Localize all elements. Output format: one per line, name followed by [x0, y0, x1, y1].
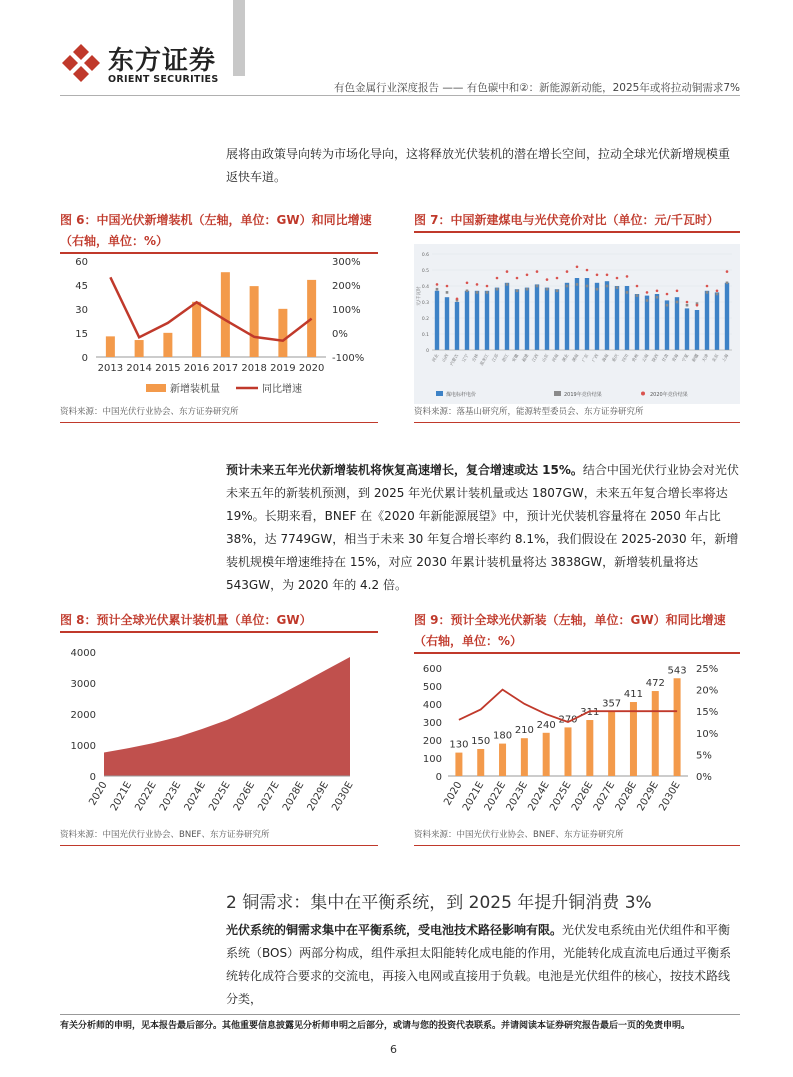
fig7-bid-2019-marker: [556, 290, 559, 293]
fig6-x-label: 2016: [183, 363, 210, 374]
fig7-bid-2020-marker: [566, 270, 569, 273]
fig7-bar: [655, 294, 659, 350]
fig6-bar: [250, 286, 259, 357]
fig9-x-label: 2022E: [482, 780, 509, 814]
fig9-data-label: 411: [623, 689, 644, 701]
fig7-bar: [455, 302, 459, 350]
fig6-x-label: 2017: [212, 363, 239, 374]
fig9-left-tick: 300: [422, 718, 442, 729]
fig7-bar: [625, 286, 629, 350]
fig7-bar: [555, 289, 559, 350]
fig7-legend-swatch-2: [554, 391, 561, 396]
fig9-left-tick: 400: [422, 700, 442, 711]
fig7-bar: [635, 294, 639, 350]
fig7-bid-2020-marker: [506, 270, 509, 273]
fig8-x-label: 2026E: [231, 780, 258, 814]
fig7-bar: [515, 289, 519, 350]
fig7-bar: [685, 308, 689, 350]
fig7-bar: [545, 288, 549, 350]
fig7-x-label: 宁夏: [680, 353, 690, 363]
fig7-x-label: 吉林: [470, 353, 480, 363]
fig9-bar: [674, 678, 681, 776]
fig9-left-tick: 600: [422, 664, 442, 675]
fig9-x-label: 2028E: [613, 780, 640, 814]
fig9-right-tick: 20%: [696, 685, 719, 697]
fig7-x-label: 陕西: [650, 353, 660, 363]
fig9-x-label: 2025E: [548, 780, 574, 814]
fig7-bar: [525, 288, 529, 350]
fig7-x-label: 河南: [550, 353, 560, 363]
fig7-bid-2020-marker: [676, 290, 679, 293]
fig7-bid-2020-marker: [666, 293, 669, 296]
fig7-y-tick: 0.2: [421, 317, 429, 322]
fig9-data-label: 180: [492, 730, 513, 742]
fig7-bid-2020-marker: [516, 277, 519, 280]
fig7-y-tick: 0.1: [421, 333, 429, 338]
fig7-legend-label: 2019年竞价结果: [564, 392, 602, 398]
fig6-left-tick: 60: [75, 257, 88, 268]
fig9-bar: [455, 753, 462, 776]
fig8-x-label: 2030E: [330, 780, 356, 814]
fig7-bid-2020-marker: [556, 277, 559, 280]
fig7-bar: [595, 283, 599, 350]
fig7-bid-2020-marker: [616, 277, 619, 280]
fig9-right-tick: 0%: [696, 772, 712, 783]
forecast-paragraph: [226, 459, 740, 597]
fig7-legend-label: 2020年竞价结果: [650, 392, 688, 398]
fig7-bid-2020-marker: [536, 270, 539, 273]
fig9-bar: [652, 691, 659, 776]
figure8-source: 资料来源：中国光伏行业协会、BNEF、东方证券研究所: [60, 830, 270, 840]
brand-name-cn: 东方证券: [108, 46, 217, 76]
fig7-y-tick: 0.5: [421, 269, 429, 274]
fig7-bar: [495, 288, 499, 350]
figure8-title: 图 8：预计全球光伏累计装机量（单位：GW）: [60, 613, 312, 627]
footer-disclaimer: 有关分析师的申明，见本报告最后部分。其他重要信息披露见分析师申明之后部分，或请与您的投资代表联系。并请阅读本证券研究报告最后一页的免责申明。: [60, 1021, 691, 1031]
figure9-chart: [414, 656, 740, 826]
fig7-bid-2020-marker: [576, 266, 579, 269]
fig8-y-tick: 4000: [70, 648, 96, 659]
fig7-bid-2020-marker: [706, 285, 709, 288]
fig7-x-label: 新疆: [690, 353, 700, 363]
fig7-bid-2019-marker: [526, 288, 529, 291]
fig9-data-label: 270: [558, 714, 578, 726]
fig9-right-tick: 25%: [696, 664, 719, 675]
fig8-x-label: 2024E: [182, 780, 208, 814]
fig7-bid-2020-marker: [696, 304, 699, 307]
figure6-source: 资料来源：中国光伏行业协会、东方证券研究所: [60, 407, 239, 417]
fig7-bid-2019-marker: [466, 290, 469, 293]
fig9-data-label: 311: [580, 707, 600, 719]
fig7-y-label: 元/千瓦时: [417, 286, 422, 306]
fig8-x-label: 2020: [87, 780, 110, 808]
section2-heading: 2 铜需求：集中在平衡系统，到 2025 年提升铜消费 3%: [226, 893, 652, 913]
fig7-bid-2019-marker: [446, 291, 449, 294]
fig7-bid-2019-marker: [636, 294, 639, 297]
fig6-left-tick: 0: [81, 353, 88, 364]
fig7-bid-2020-marker: [486, 285, 489, 288]
fig6-right-tick: 100%: [332, 305, 361, 316]
fig6-right-tick: 0%: [332, 329, 348, 340]
fig7-bid-2020-marker: [476, 283, 479, 286]
figure9-source: 资料来源：中国光伏行业协会、BNEF、东方证券研究所: [414, 830, 624, 840]
fig8-y-tick: 2000: [70, 710, 96, 721]
fig9-bar: [521, 738, 528, 776]
fig7-bid-2020-marker: [496, 277, 499, 280]
fig6-bar: [192, 302, 201, 357]
fig8-x-label: 2021E: [108, 780, 135, 814]
fig7-y-tick: 0.3: [421, 301, 429, 306]
fig7-bar: [715, 292, 719, 350]
fig9-bar: [608, 712, 615, 776]
figure9: [414, 610, 740, 654]
fig7-bid-2020-marker: [726, 270, 729, 273]
fig7-bid-2020-marker: [716, 290, 719, 293]
fig7-bid-2019-marker: [536, 285, 539, 288]
page-number: 6: [390, 1043, 397, 1056]
fig9-x-label: 2026E: [569, 780, 596, 814]
fig6-legend-bar-label: 新增装机量: [170, 384, 220, 395]
fig7-bid-2020-marker: [456, 298, 459, 301]
fig9-bar: [499, 744, 506, 776]
fig8-y-tick: 1000: [70, 741, 96, 752]
fig6-left-tick: 30: [75, 305, 88, 316]
fig7-bar: [445, 297, 449, 350]
fig9-bar: [565, 727, 572, 776]
fig7-bid-2020-marker: [466, 282, 469, 285]
figure7: [414, 210, 740, 233]
fig7-bid-2020-marker: [626, 275, 629, 278]
fig7-bid-2019-marker: [726, 282, 729, 285]
section2-body: 光伏发电系统由光伏组件和平衡系统（BOS）两部分构成，组件承担太阳能转化成电能的作用，光能转化成直流电后通过平衡系统转化成符合要求的交流电，再接入电网或直接用于负载。电池是光伏组件的核心，按技术路线分类，: [226, 923, 732, 1006]
fig6-left-tick: 15: [75, 329, 88, 340]
fig7-x-label: 湖北: [560, 353, 570, 363]
fig7-bar: [615, 286, 619, 350]
fig9-x-label: 2030E: [657, 780, 683, 814]
fig7-x-label: 云南: [640, 353, 650, 363]
figure6-bottom-rule: [60, 422, 378, 423]
fig9-left-tick: 100: [422, 754, 442, 765]
fig9-x-label: 2027E: [591, 780, 618, 814]
fig7-bar: [665, 300, 669, 350]
figure7-chart: [414, 244, 740, 404]
fig6-legend-bar-swatch: [146, 384, 166, 392]
fig7-bid-2019-marker: [706, 291, 709, 294]
fig6-x-label: 2013: [97, 363, 124, 374]
fig7-bar: [435, 291, 439, 350]
fig7-x-label: 四川: [620, 353, 630, 363]
fig7-bar: [725, 283, 729, 350]
fig7-bar: [465, 291, 469, 350]
fig9-data-label: 357: [602, 698, 622, 710]
fig8-y-tick: 3000: [70, 679, 96, 690]
footer-divider: [60, 1014, 740, 1015]
fig9-data-label: 210: [514, 725, 534, 737]
brand-name-en: ORIENT SECURITIES: [108, 74, 219, 85]
fig6-bar: [135, 340, 144, 357]
fig7-x-label: 青海: [670, 353, 680, 363]
fig7-legend-swatch-1: [436, 391, 443, 396]
intro-paragraph: 展将由政策导向转为市场化导向，这将释放光伏装机的潜在增长空间，拉动全球光伏新增规模重返快车道。: [226, 147, 731, 184]
fig7-x-label: 浙江: [500, 353, 510, 363]
figure8-chart: [60, 640, 378, 825]
fig7-bid-2020-marker: [446, 285, 449, 288]
fig7-bid-2020-marker: [436, 283, 439, 286]
fig9-data-label: 130: [449, 739, 469, 751]
fig9-bar: [586, 720, 593, 776]
fig7-bar: [645, 296, 649, 350]
fig7-bar: [575, 278, 579, 350]
fig8-y-tick: 0: [89, 772, 96, 783]
fig9-data-label: 472: [645, 678, 665, 690]
fig7-bid-2020-marker: [526, 274, 529, 277]
figure7-title: 图 7：中国新建煤电与光伏竞价对比（单位：元/千瓦时）: [414, 213, 719, 227]
fig7-x-label: 北京: [710, 353, 720, 363]
fig6-bar: [307, 280, 316, 357]
section2-lead: 光伏系统的铜需求集中在平衡系统，受电池技术路径影响有限。: [226, 923, 563, 937]
fig7-y-tick: 0.4: [421, 285, 429, 290]
fig8-x-label: 2028E: [280, 780, 307, 814]
fig7-legend-label: 煤电标杆电价: [446, 392, 477, 398]
fig7-bar: [485, 291, 489, 350]
fig6-x-label: 2018: [241, 363, 267, 374]
fig7-x-label: 重庆: [610, 353, 620, 363]
fig6-bar: [221, 272, 230, 357]
figure8-rule: [60, 631, 378, 633]
fig7-bar: [565, 283, 569, 350]
fig7-bid-2019-marker: [546, 288, 549, 291]
figure7-bottom-rule: [414, 422, 740, 423]
fig7-legend-swatch-3: [641, 392, 645, 396]
fig9-bar: [477, 749, 484, 776]
fig7-bid-2019-marker: [436, 288, 439, 291]
fig7-bid-2019-marker: [716, 293, 719, 296]
fig7-x-label: 河北: [430, 353, 440, 363]
fig9-left-tick: 500: [422, 682, 442, 693]
fig7-bid-2019-marker: [656, 296, 659, 299]
fig7-x-label: 天津: [700, 353, 710, 363]
fig7-bid-2019-marker: [486, 291, 489, 294]
report-header-title: 有色金属行业深度报告 —— 有色碳中和②：新能源新动能，2025年或将拉动铜需求7%: [334, 82, 740, 94]
header-divider: [60, 95, 740, 96]
fig7-bid-2019-marker: [616, 286, 619, 289]
fig9-right-tick: 15%: [696, 707, 719, 719]
fig9-left-tick: 200: [422, 736, 442, 747]
fig6-x-label: 2014: [126, 363, 152, 374]
fig9-x-label: 2029E: [635, 780, 661, 814]
fig7-bid-2019-marker: [566, 285, 569, 288]
fig6-bar: [278, 309, 287, 357]
fig6-bar: [106, 336, 115, 357]
fig9-x-label: 2023E: [504, 780, 530, 814]
fig6-legend-line-label: 同比增速: [262, 384, 302, 395]
fig7-bid-2020-marker: [656, 290, 659, 293]
fig7-x-label: 湖南: [570, 353, 580, 363]
fig7-x-label: 广东: [580, 353, 590, 363]
fig7-bid-2019-marker: [606, 285, 609, 288]
figure6: [60, 210, 378, 254]
figure7-source: 资料来源：落基山研究所，能源转型委员会、东方证券研究所: [414, 407, 644, 417]
fig7-bid-2019-marker: [496, 288, 499, 291]
fig7-bid-2019-marker: [596, 288, 599, 291]
fig8-x-label: 2029E: [305, 780, 331, 814]
fig7-bid-2020-marker: [586, 269, 589, 272]
fig9-data-label: 543: [667, 665, 687, 677]
fig7-bid-2020-marker: [646, 291, 649, 294]
fig9-x-label: 2024E: [526, 780, 552, 814]
fig6-bar: [163, 333, 172, 357]
forecast-lead: 预计未来五年光伏新增装机将恢复高速增长，复合增速或达 15%。: [226, 463, 583, 477]
fig7-x-label: 江苏: [490, 353, 500, 363]
figure8: [60, 610, 378, 633]
fig7-y-tick: 0: [426, 349, 429, 354]
header-grey-bar: [233, 0, 245, 76]
figure6-title: 图 6：中国光伏新增装机（左轴，单位：GW）和同比增速（右轴，单位：%）: [60, 213, 372, 248]
fig7-bar: [705, 291, 709, 350]
fig8-area: [104, 657, 350, 776]
fig9-x-label: 2020: [442, 780, 465, 808]
figure9-rule: [414, 652, 740, 654]
fig7-bid-2019-marker: [676, 301, 679, 304]
figure8-bottom-rule: [60, 845, 378, 846]
fig6-right-tick: -100%: [332, 353, 365, 364]
fig7-bar: [475, 291, 479, 350]
fig7-x-label: 上海: [720, 353, 730, 363]
fig7-bid-2020-marker: [546, 278, 549, 281]
fig9-x-label: 2021E: [460, 780, 487, 814]
fig7-y-tick: 0.6: [421, 253, 429, 258]
fig7-bid-2019-marker: [646, 299, 649, 302]
fig7-bid-2019-marker: [476, 291, 479, 294]
fig8-x-label: 2023E: [157, 780, 184, 814]
fig6-left-tick: 45: [75, 281, 88, 292]
fig7-x-label: 安徽: [510, 353, 520, 363]
fig7-x-label: 广西: [590, 353, 600, 363]
forecast-body: 结合中国光伏行业协会对光伏未来五年的新装机预测，到 2025 年光伏累计装机量或达 1807GW，未来五年复合增长率将达 19%。长期来看，BNEF 在《2020 年新能源展望》中，预计光伏装机容量将在 2050 年占比 38%，达 7749GW，相当于未来 30 年复合增长率约 8.1%，我们假设在 2025-2030 年，新增装机规模年增速维持在 15%，对应 2030 年累计装机量将达 3838GW，新增装机量将达 543GW，为 2020 年的 4.2 倍。: [226, 463, 739, 592]
fig7-bid-2019-marker: [686, 304, 689, 307]
fig6-right-tick: 200%: [332, 281, 361, 292]
figure9-title: 图 9：预计全球光伏新装（左轴，单位：GW）和同比增速（右轴，单位：%）: [414, 613, 726, 648]
fig7-bar: [505, 283, 509, 350]
figure6-chart: [60, 253, 378, 399]
fig6-x-label: 2015: [155, 363, 181, 374]
fig9-left-tick: 0: [435, 772, 442, 783]
fig7-bid-2019-marker: [516, 290, 519, 293]
fig7-x-label: 黑龙江: [478, 353, 490, 367]
fig7-bid-2019-marker: [506, 283, 509, 286]
fig7-x-label: 山东: [540, 353, 550, 363]
fig7-bid-2019-marker: [586, 285, 589, 288]
fig9-data-label: 150: [471, 736, 491, 747]
fig7-bar: [675, 297, 679, 350]
fig7-x-label: 江西: [530, 353, 540, 363]
figure9-bottom-rule: [414, 845, 740, 846]
fig9-right-tick: 5%: [696, 750, 712, 762]
fig7-x-label: 辽宁: [460, 353, 470, 363]
fig7-bid-2020-marker: [686, 301, 689, 304]
fig9-bar: [543, 733, 550, 776]
fig7-x-label: 海南: [600, 353, 610, 363]
fig8-x-label: 2025E: [207, 780, 233, 814]
fig7-bid-2020-marker: [596, 274, 599, 277]
figure7-rule: [414, 231, 740, 233]
fig7-bid-2020-marker: [636, 285, 639, 288]
fig7-x-label: 内蒙古: [448, 353, 460, 367]
fig7-x-label: 贵州: [630, 353, 640, 363]
fig7-x-label: 福建: [520, 353, 530, 363]
fig7-bar: [695, 310, 699, 350]
fig7-bar: [605, 281, 609, 350]
fig7-bid-2019-marker: [666, 304, 669, 307]
fig7-bid-2019-marker: [576, 283, 579, 286]
fig7-bid-2019-marker: [626, 291, 629, 294]
fig9-bar: [630, 702, 637, 776]
fig6-right-tick: 300%: [332, 257, 361, 268]
fig9-right-tick: 10%: [696, 728, 719, 740]
fig7-x-label: 山西: [440, 353, 450, 363]
fig6-x-label: 2020: [298, 363, 325, 374]
fig9-data-label: 240: [536, 719, 556, 731]
orient-logo-icon: [60, 42, 102, 84]
section2-paragraph: [226, 919, 740, 1011]
fig7-bar: [535, 284, 539, 350]
fig8-x-label: 2027E: [256, 780, 282, 814]
fig6-x-label: 2019: [270, 363, 296, 374]
fig8-x-label: 2022E: [133, 780, 159, 814]
fig7-x-label: 甘肃: [660, 353, 670, 363]
fig7-bid-2020-marker: [606, 274, 609, 277]
fig7-bar: [585, 278, 589, 350]
